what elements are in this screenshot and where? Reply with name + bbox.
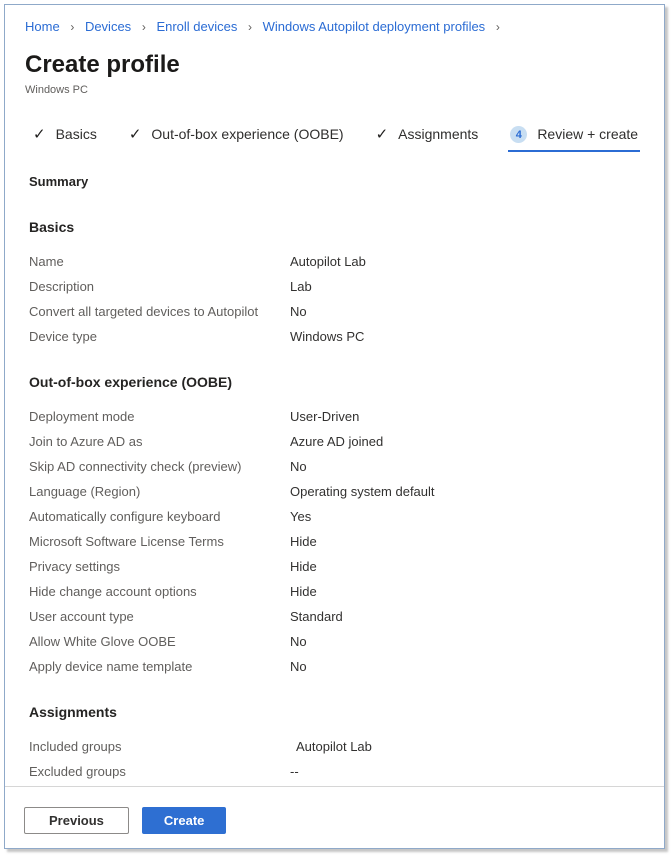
row-label: Skip AD connectivity check (preview) <box>29 459 242 474</box>
section-title: Basics <box>29 219 75 235</box>
row-value: No <box>290 459 307 474</box>
summary-row <box>29 324 644 349</box>
breadcrumb-separator: › <box>70 20 75 34</box>
summary-section <box>29 373 644 679</box>
section-rows <box>29 249 644 349</box>
row-value: Yes <box>290 509 312 524</box>
footer-buttons <box>5 787 664 834</box>
tab-label: Out-of-box experience (OOBE) <box>151 126 344 142</box>
row-label: Privacy settings <box>29 559 121 574</box>
panel-content <box>5 5 664 784</box>
breadcrumb <box>25 18 644 36</box>
summary-row <box>29 404 644 429</box>
wizard-tabs <box>25 123 644 152</box>
row-label: Deployment mode <box>29 409 135 424</box>
summary-row <box>29 479 644 504</box>
summary-section <box>29 703 644 784</box>
tab-basics[interactable] <box>31 123 99 152</box>
row-value: Autopilot Lab <box>296 739 372 754</box>
row-label: Description <box>29 279 95 294</box>
summary-section <box>29 218 644 349</box>
breadcrumb-link-devices[interactable]: Devices <box>84 19 132 34</box>
breadcrumb-separator: › <box>248 20 252 34</box>
row-label: Excluded groups <box>29 764 126 779</box>
breadcrumb-link-home[interactable]: Home <box>25 19 60 34</box>
row-label: Apply device name template <box>29 659 193 674</box>
breadcrumb-separator: › <box>495 20 500 34</box>
tab-review-create[interactable] <box>508 123 640 152</box>
row-label: Convert all targeted devices to Autopilot <box>29 304 259 319</box>
breadcrumb-separator: › <box>141 20 146 34</box>
row-value: No <box>290 634 307 649</box>
tab-label: Assignments <box>398 126 479 142</box>
create-profile-panel <box>4 4 665 849</box>
section-title: Out-of-box experience (OOBE) <box>29 374 233 390</box>
tab-label: Basics <box>55 126 97 142</box>
summary-row <box>29 654 644 679</box>
row-value: User-Driven <box>290 409 360 424</box>
summary-row <box>29 554 644 579</box>
row-value: -- <box>290 764 299 779</box>
breadcrumb-link-autopilot-profiles[interactable]: Windows Autopilot deployment profiles <box>262 19 486 34</box>
summary-row <box>29 759 644 784</box>
row-label: Allow White Glove OOBE <box>29 634 176 649</box>
row-label: Included groups <box>29 739 122 754</box>
row-value: No <box>290 659 307 674</box>
summary-row <box>29 274 644 299</box>
summary-row <box>29 249 644 274</box>
section-rows <box>29 404 644 679</box>
row-value: Lab <box>290 279 312 294</box>
row-label: Name <box>29 254 64 269</box>
row-label: Device type <box>29 329 97 344</box>
summary-row <box>29 429 644 454</box>
row-value: Hide <box>290 559 317 574</box>
tab-assignments[interactable] <box>374 123 481 152</box>
summary-row <box>29 604 644 629</box>
breadcrumb-link-enroll-devices[interactable]: Enroll devices <box>156 19 238 34</box>
summary-row <box>29 529 644 554</box>
section-title: Assignments <box>29 704 117 720</box>
check-icon: ✓ <box>128 126 142 143</box>
row-value: No <box>290 304 307 319</box>
row-value: Hide <box>290 534 317 549</box>
row-label: Join to Azure AD as <box>29 434 143 449</box>
row-label: Microsoft Software License Terms <box>29 534 224 549</box>
summary-row <box>29 579 644 604</box>
row-value: Azure AD joined <box>290 434 384 449</box>
page-subtitle: Windows PC <box>25 84 88 96</box>
section-rows <box>29 734 644 784</box>
row-label: User account type <box>29 609 134 624</box>
row-label: Automatically configure keyboard <box>29 509 221 524</box>
row-label: Language (Region) <box>29 484 141 499</box>
summary-row <box>29 629 644 654</box>
summary-row <box>29 734 644 759</box>
footer-bar <box>5 786 664 848</box>
tab-label: Review + create <box>537 126 639 142</box>
row-value: Windows PC <box>290 329 365 344</box>
create-button[interactable]: Create <box>142 807 226 834</box>
row-label: Hide change account options <box>29 584 197 599</box>
summary-heading: Summary <box>29 174 89 189</box>
row-value: Operating system default <box>290 484 435 499</box>
summary-row <box>29 454 644 479</box>
tab-oobe[interactable] <box>127 123 346 152</box>
row-value: Standard <box>290 609 343 624</box>
page-title: Create profile <box>25 51 180 78</box>
row-value: Hide <box>290 584 317 599</box>
row-value: Autopilot Lab <box>290 254 366 269</box>
check-icon: ✓ <box>33 126 46 143</box>
summary-row <box>29 504 644 529</box>
summary-sections <box>25 218 644 784</box>
check-icon: ✓ <box>375 126 389 143</box>
previous-button[interactable]: Previous <box>24 807 129 834</box>
summary-row <box>29 299 644 324</box>
step-number-badge: 4 <box>510 126 527 143</box>
